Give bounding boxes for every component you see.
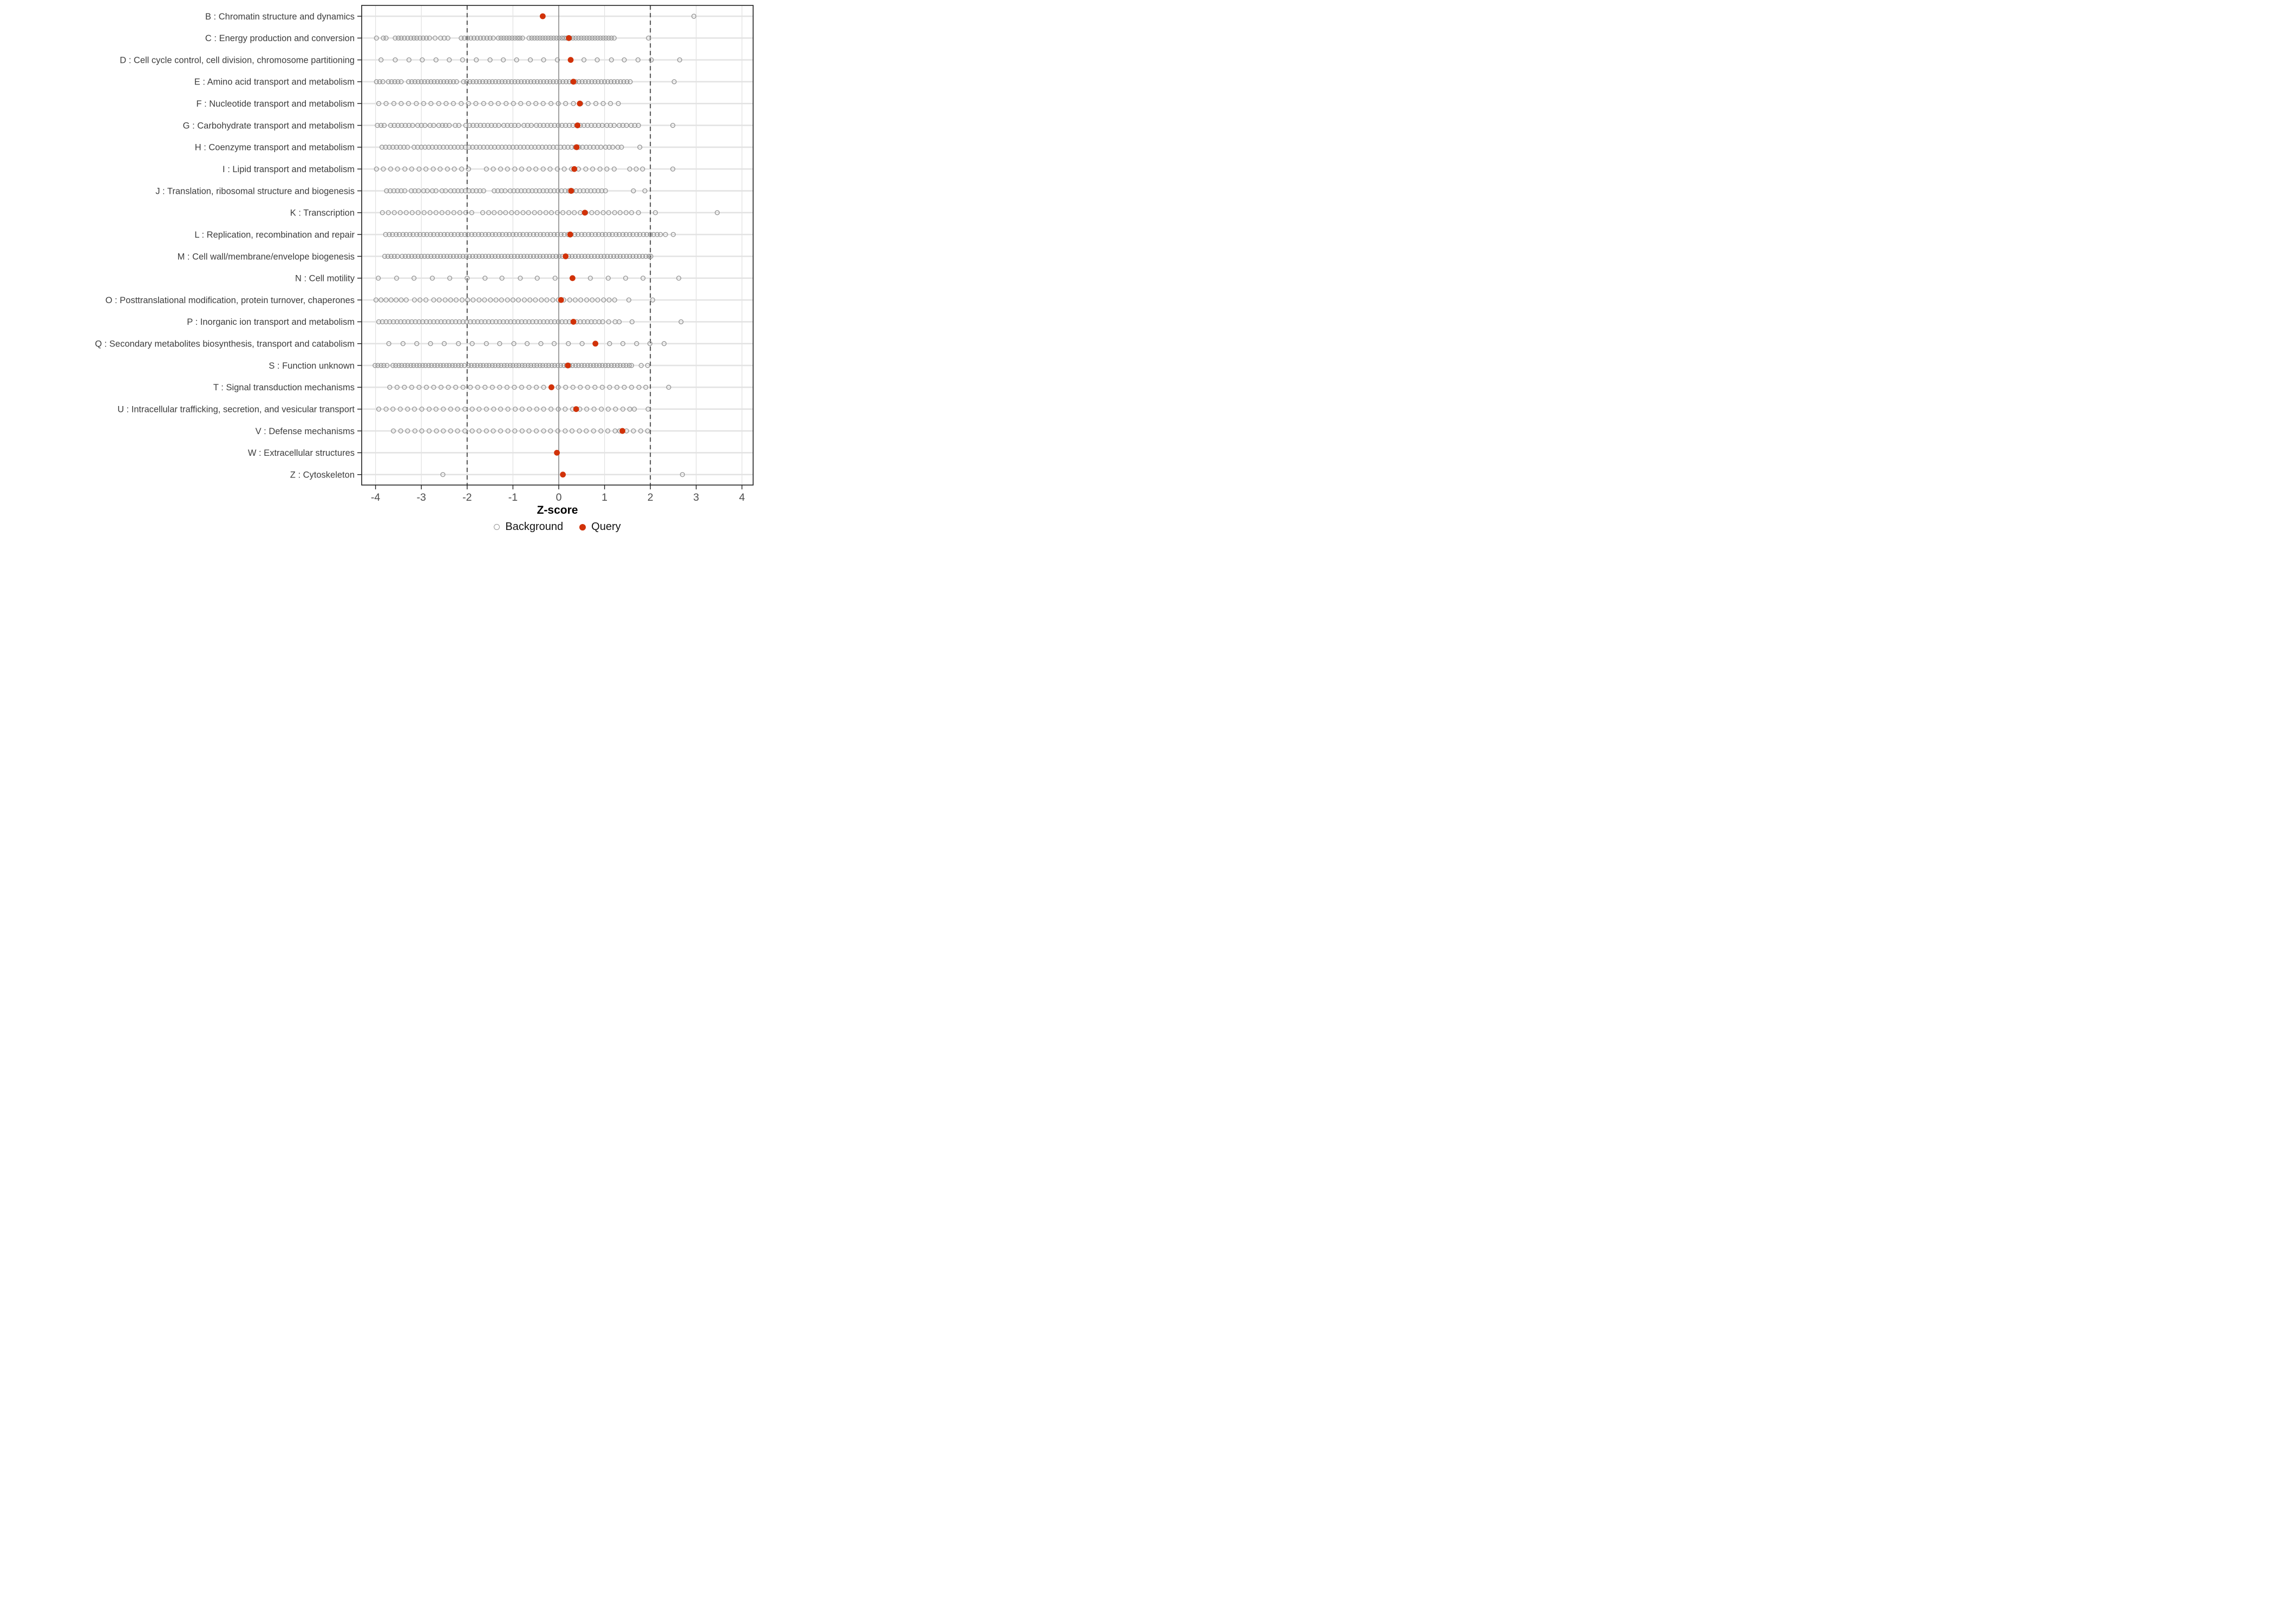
x-tick-label: 2 (647, 492, 654, 503)
y-category-label: C : Energy production and conversion (205, 34, 355, 44)
y-category-label: Q : Secondary metabolites biosynthesis, transport and catabolism (95, 339, 355, 349)
x-tick-label: 3 (693, 492, 700, 503)
query-point (574, 145, 580, 150)
panel-background (362, 5, 753, 485)
y-category-label: W : Extracellular structures (247, 448, 355, 459)
y-category-label: G : Carbohydrate transport and metabolism (182, 121, 355, 131)
legend-item-background (494, 521, 563, 533)
y-category-label: T : Signal transduction mechanisms (213, 383, 355, 393)
query-point (554, 450, 560, 456)
query-point (592, 340, 598, 346)
query-point (567, 232, 573, 238)
query-point (560, 472, 566, 477)
y-category-label: U : Intracellular trafficking, secretion, and vesicular transport (117, 404, 355, 415)
legend-query-label: Query (591, 521, 621, 533)
legend-item-query (579, 521, 620, 533)
query-dot-icon (579, 524, 586, 531)
x-axis (371, 485, 745, 503)
query-point (548, 384, 554, 390)
query-point (568, 57, 574, 63)
legend (308, 521, 758, 533)
query-point (570, 275, 576, 281)
row-W (554, 450, 560, 456)
y-category-label: J : Translation, ribosomal structure and biogenesis (155, 186, 355, 197)
y-category-label: I : Lipid transport and metabolism (223, 165, 355, 175)
query-point (566, 35, 572, 41)
y-category-label: L : Replication, recombination and repair (194, 230, 355, 240)
y-category-label: O : Posttranslational modification, protein turnover, chaperones (105, 295, 355, 305)
query-point (571, 166, 577, 172)
x-tick-label: -3 (416, 492, 426, 503)
query-point (619, 428, 625, 434)
query-point (573, 406, 579, 412)
legend-background-label: Background (505, 521, 564, 533)
query-point (540, 14, 546, 19)
query-point (571, 319, 577, 325)
y-category-label: P : Inorganic ion transport and metabolism (187, 317, 355, 328)
query-point (568, 188, 574, 194)
query-point (563, 253, 568, 259)
y-category-label: S : Function unknown (269, 361, 355, 371)
query-point (574, 122, 580, 128)
y-category-label: H : Coenzyme transport and metabolism (194, 142, 355, 153)
y-category-label: B : Chromatin structure and dynamics (205, 11, 355, 22)
query-point (558, 297, 564, 303)
query-point (565, 363, 571, 369)
query-point (577, 101, 583, 107)
y-category-label: M : Cell wall/membrane/envelope biogenesis (177, 252, 355, 262)
query-point (582, 209, 588, 215)
y-category-label: V : Defense mechanisms (255, 426, 355, 436)
y-category-label: D : Cell cycle control, cell division, chromosome partitioning (120, 55, 355, 66)
x-tick-label: -1 (508, 492, 518, 503)
plot-panel (0, 0, 758, 541)
y-category-label: Z : Cytoskeleton (290, 470, 355, 480)
x-tick-label: 4 (739, 492, 745, 503)
x-axis-title: Z-score (537, 504, 578, 516)
y-category-label: K : Transcription (290, 208, 355, 218)
x-tick-label: 1 (602, 492, 608, 503)
y-category-label: E : Amino acid transport and metabolism (194, 77, 355, 87)
cog-zscore-figure (0, 0, 758, 541)
y-category-label: F : Nucleotide transport and metabolism (196, 99, 355, 109)
query-point (571, 79, 577, 85)
y-axis (95, 12, 362, 480)
row-C (374, 35, 650, 41)
x-tick-label: 0 (556, 492, 562, 503)
y-category-label: N : Cell motility (295, 273, 355, 284)
background-circle-icon (494, 524, 500, 530)
x-tick-label: -2 (462, 492, 472, 503)
x-tick-label: -4 (370, 492, 381, 503)
